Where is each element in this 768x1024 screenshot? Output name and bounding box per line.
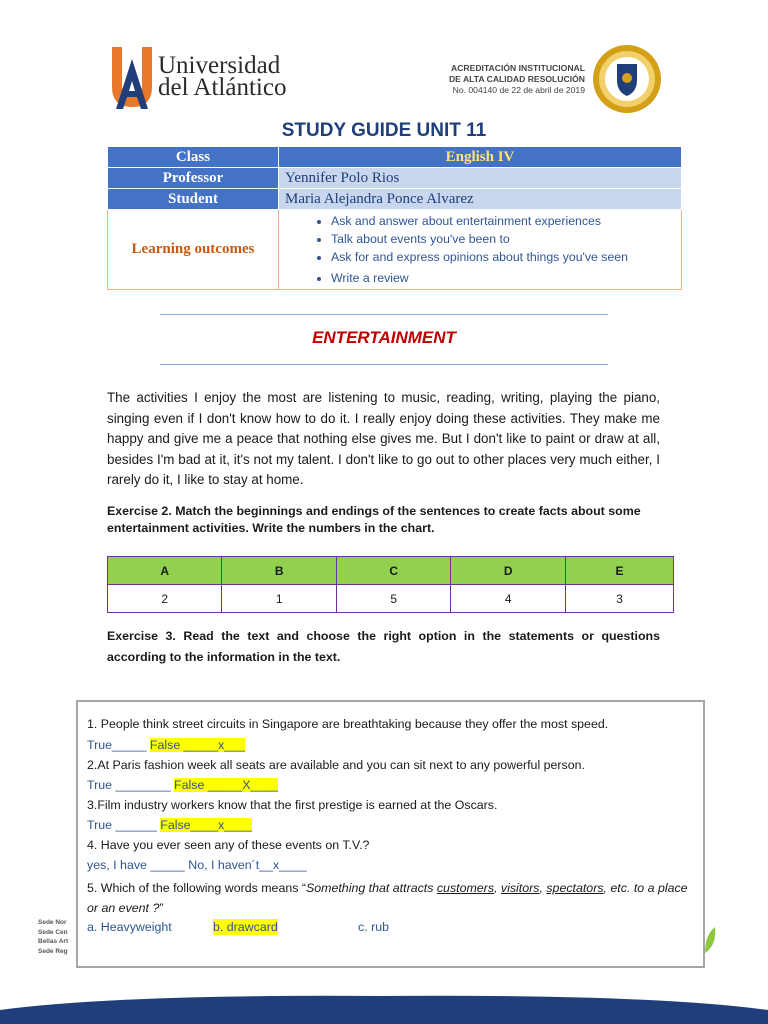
campus-item: Sede Reg [38, 947, 68, 955]
campus-list [38, 918, 68, 956]
answer-header: E [565, 557, 673, 585]
accreditation-line1: ACREDITACIÓN INSTITUCIONAL [451, 63, 585, 73]
essay-paragraph: The activities I enjoy the most are listening to music, reading, writing, playing the piano, singing even if I don't know how to do it. I really enjoy doing these activities. They make me happy and give me a peace that nothing else gives me. But I don't like to paint or draw at all, besides I'm bad at it, it's not my talent. I don't like to go out to other places very much either, I rarely do it, I like to stay at home. [107, 390, 660, 488]
campus-item: Bellas Art [38, 938, 69, 945]
page-title: STUDY GUIDE UNIT 11 [281, 120, 487, 141]
q5-def-a: Something that attracts [306, 881, 437, 895]
question-1: 1. People think street circuits in Singapore are breathtaking because they offer the most speed. [87, 717, 609, 731]
class-value: English IV [279, 147, 682, 168]
accreditation-line2: DE ALTA CALIDAD RESOLUCIÓN [448, 74, 585, 84]
accreditation-seal-icon [592, 44, 662, 114]
answer-cell: 4 [451, 585, 565, 613]
answer-header: D [451, 557, 565, 585]
question-5-option-b-selected: b. drawcard [213, 920, 278, 934]
answer-cell: 3 [565, 585, 673, 613]
question-3-answer [87, 817, 252, 833]
section-title: ENTERTAINMENT [312, 328, 456, 347]
course-info-table [107, 146, 682, 290]
q5-sep: , [539, 881, 547, 895]
campus-item: Sede Cen [38, 928, 68, 936]
q5-sep: , [494, 881, 501, 895]
learning-outcomes-label: Learning outcomes [108, 210, 279, 290]
q5-suffix: ” [159, 901, 164, 915]
university-logo [108, 45, 156, 111]
q5-prefix: 5. Which of the following words means “ [87, 881, 306, 895]
outcome-item: • Ask for and express opinions about things you've seen [331, 248, 681, 266]
accreditation-text [420, 63, 585, 96]
answer-cell: 5 [336, 585, 450, 613]
true-option: True ______ [87, 818, 161, 832]
q5-word-spectators: spectators [546, 881, 604, 895]
answer-header: B [222, 557, 336, 585]
question-5 [87, 878, 697, 918]
true-option: True ________ [87, 778, 175, 792]
university-name [158, 52, 287, 101]
exercise3-instruction: Exercise 3. Read the text and choose the right option in the statements or questions according to the information in the text. [107, 629, 660, 664]
question-2-answer [87, 777, 278, 793]
question-5-option-a: a. Heavyweight [87, 920, 172, 934]
outcome-item: • Write a review [331, 269, 681, 287]
answer-cell: 2 [108, 585, 222, 613]
question-3: 3.Film industry workers know that the first prestige is earned at the Oscars. [87, 798, 498, 812]
student-value: Maria Alejandra Ponce Alvarez [279, 189, 682, 210]
learning-outcomes-list [279, 210, 682, 290]
campus-item: Sede Nor [38, 919, 67, 926]
exercise2-answer-table [107, 556, 674, 613]
outcome-item: • Talk about events you've been to [331, 230, 681, 248]
q5-def-b: , etc. to a place or an event ? [87, 881, 688, 915]
footer-wave [0, 990, 768, 1024]
false-option-selected: False _____x___ [149, 738, 245, 752]
accreditation-line3: No. 004140 de 22 de abril de 2019 [452, 85, 585, 95]
answer-cell: 1 [222, 585, 336, 613]
question-1-answer [87, 737, 245, 753]
professor-label: Professor [108, 168, 279, 189]
university-name-line1: Universidad [158, 52, 281, 79]
answer-header: A [108, 557, 222, 585]
professor-value: Yennifer Polo Rios [279, 168, 682, 189]
student-label: Student [108, 189, 279, 210]
outcome-item: • Ask and answer about entertainment experiences [331, 212, 681, 230]
true-option: True_____ [87, 738, 150, 752]
exercise2-instruction: Exercise 2. Match the beginnings and endings of the sentences to create facts about some entertainment activities. Write the numbers in the chart. [107, 504, 641, 535]
exercise3-question-box [76, 700, 705, 968]
divider-top [160, 314, 608, 315]
question-4: 4. Have you ever seen any of these events on T.V.? [87, 838, 370, 852]
question-2: 2.At Paris fashion week all seats are available and you can sit next to any powerful person. [87, 758, 585, 772]
q5-word-customers: customers [436, 881, 495, 895]
question-5-option-c: c. rub [358, 920, 389, 934]
question-4-answer: yes, I have _____ No, I haven´t__x____ [87, 858, 307, 872]
q5-word-visitors: visitors [500, 881, 540, 895]
divider-bottom [160, 364, 608, 365]
false-option-selected: False____x____ [160, 818, 252, 832]
class-label: Class [108, 147, 279, 168]
leaf-icon [703, 925, 719, 955]
false-option-selected: False _____X____ [174, 778, 279, 792]
university-name-line2: del Atlántico [158, 74, 287, 101]
answer-header: C [336, 557, 450, 585]
